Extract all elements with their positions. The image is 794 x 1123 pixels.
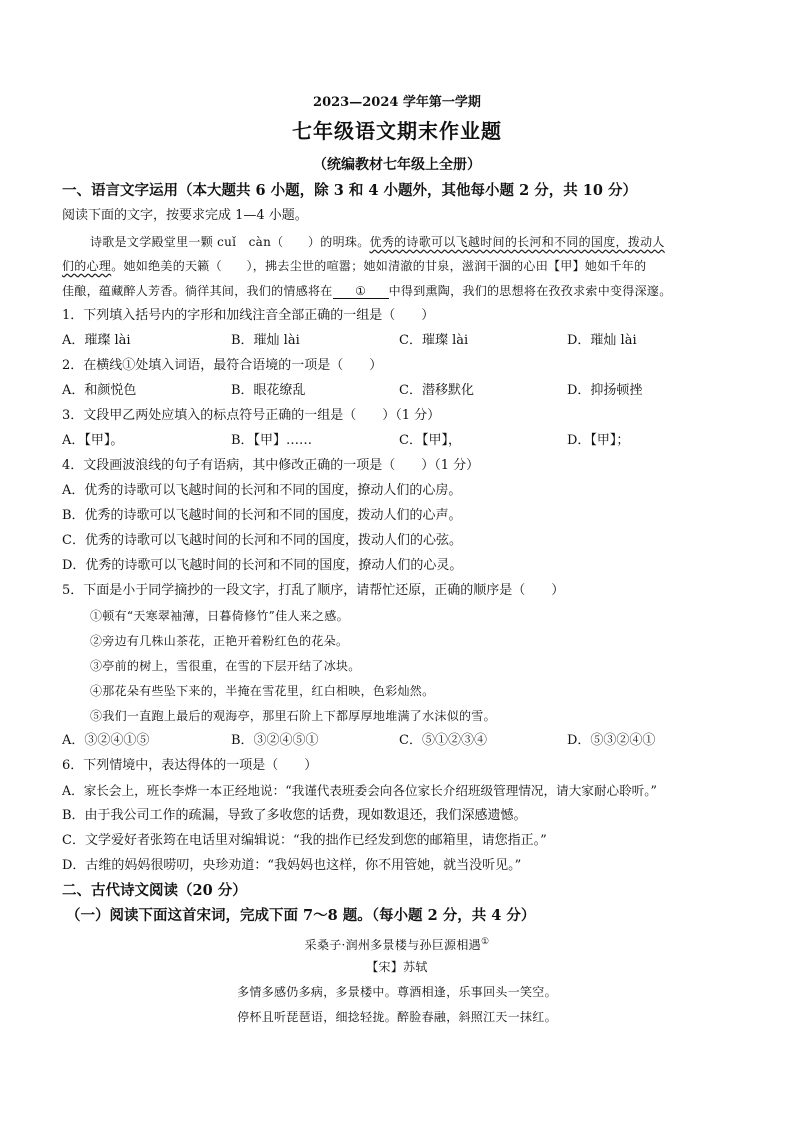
poem-line-1: 多情多感仍多病，多景楼中。尊酒相逢，乐事回头一笑空。 bbox=[237, 985, 557, 999]
wavy-sentence-end: 们的心理 bbox=[62, 259, 112, 273]
q1-option-c: C．璀璨 lài bbox=[399, 333, 469, 348]
q4-option-a: A．优秀的诗歌可以飞越时间的长河和不同的国度，撩动人们的心房。 bbox=[62, 483, 462, 498]
question-3: 3．文段甲乙两处应填入的标点符号正确的一组是（ ）（1 分） bbox=[62, 408, 441, 423]
passage-text: 。她如绝美的天籁（ ），拂去尘世的喧嚣；她如清澈的甘泉，滋润干涸的心田【甲】她如千年的 bbox=[111, 259, 647, 273]
wavy-sentence: 优秀的诗歌可以飞越时间的长河和不同的国度，拨动人 bbox=[369, 235, 665, 249]
q3-option-b: B．【甲】…… bbox=[231, 433, 313, 448]
term-label: 2023—2024 学年第一学期 bbox=[313, 95, 481, 110]
question-5: 5．下面是小于同学摘抄的一段文字，打乱了顺序，请帮忙还原，正确的顺序是（ ） bbox=[62, 583, 565, 598]
question-4: 4．文段画波浪线的句子有语病，其中修改正确的一项是（ ）（1 分） bbox=[62, 458, 480, 473]
fill-blank: ① bbox=[333, 284, 389, 299]
section-heading: 一、语言文字运用（本大题共 6 小题，除 3 和 4 小题外，其他每小题 2 分，共 10 分） bbox=[62, 182, 638, 199]
q6-option-c: C．文学爱好者张筠在电话里对编辑说：“我的拙作已经发到您的邮箱里，请您指正。” bbox=[62, 833, 547, 848]
q6-option-d: D．古维的妈妈很唠叨，央珍劝道：“我妈妈也这样，你不用管她，就当没听见。” bbox=[62, 858, 522, 873]
q4-option-d: D．优秀的诗歌可以飞越时间的长河和不同的国度，撩动人们的心灵。 bbox=[62, 558, 463, 573]
q2-option-a: A．和颜悦色 bbox=[62, 383, 137, 398]
passage-text: 中得到熏陶，我们的思想将在孜孜求索中变得深邃。 bbox=[388, 284, 672, 298]
sub-heading: （一）阅读下面这首宋词，完成下面 7～8 题。（每小题 2 分，共 4 分） bbox=[66, 907, 536, 924]
q2-option-d: D．抑扬顿挫 bbox=[567, 383, 643, 398]
q5-sentence-1: ①顿有“天寒翠袖薄，日暮倚修竹”佳人来之感。 bbox=[90, 609, 349, 623]
poem-author: 【宋】苏轼 bbox=[366, 960, 428, 974]
q3-option-d: D．【甲】； bbox=[567, 433, 630, 448]
q2-option-c: C．潜移默化 bbox=[399, 383, 474, 398]
page-title: 七年级语文期末作业题 bbox=[292, 119, 502, 143]
q5-option-b: B．③②④⑤① bbox=[231, 733, 319, 748]
question-2: 2．在横线①处填入词语，最符合语境的一项是（ ） bbox=[62, 358, 383, 373]
q4-option-b: B．优秀的诗歌可以飞越时间的长河和不同的国度，拨动人们的心声。 bbox=[62, 508, 462, 523]
q1-option-b: B．璀灿 lài bbox=[231, 333, 300, 348]
instruction: 阅读下面的文字，按要求完成 1—4 小题。 bbox=[62, 208, 308, 223]
page-subtitle: （统编教材七年级上全册） bbox=[313, 157, 481, 173]
q6-option-b: B．由于我公司工作的疏漏，导致了多收您的话费，现如数退还，我们深感遗憾。 bbox=[62, 808, 527, 823]
passage-text: 佳酿，蕴藏醉人芳香。徜徉其间，我们的情感将在 bbox=[62, 284, 333, 298]
poem-line-2: 停杯且听琵琶语，细捻轻拢。醉脸春融，斜照江天一抹红。 bbox=[237, 1010, 557, 1024]
passage-line-3 bbox=[62, 282, 672, 300]
footnote-mark: ① bbox=[480, 937, 490, 947]
q5-option-c: C．⑤①②③④ bbox=[399, 733, 487, 748]
q5-sentence-5: ⑤我们一直跑上最后的观海亭，那里石阶上下都厚厚地堆满了水沫似的雪。 bbox=[90, 709, 496, 723]
passage-text: 诗歌是文学殿堂里一颗 cuǐ càn（ ）的明珠。 bbox=[90, 235, 370, 249]
q5-sentence-3: ③亭前的树上，雪很重，在雪的下层开结了冰块。 bbox=[90, 659, 361, 673]
q2-option-b: B．眼花缭乱 bbox=[231, 383, 306, 398]
q5-sentence-2: ②旁边有几株山茶花，正艳开着粉红色的花朵。 bbox=[90, 634, 349, 648]
q5-option-d: D．⑤③②④① bbox=[567, 733, 656, 748]
q6-option-a: A．家长会上，班长李烨一本正经地说：“我谨代表班委会向各位家长介绍班级管理情况，请大家耐心聆听。” bbox=[62, 783, 657, 798]
q4-option-c: C．优秀的诗歌可以飞越时间的长河和不同的国度，拨动人们的心弦。 bbox=[62, 533, 462, 548]
q1-option-a: A．璀璨 lài bbox=[62, 333, 131, 348]
poem-title: 采桑子·润州多景楼与孙巨源相遇① bbox=[304, 937, 490, 952]
question-6: 6．下列情境中，表达得体的一项是（ ） bbox=[62, 758, 318, 773]
passage-line-1 bbox=[90, 233, 665, 251]
passage-line-2 bbox=[62, 257, 646, 275]
q3-option-a: A．【甲】。 bbox=[62, 433, 124, 448]
q3-option-c: C．【甲】， bbox=[399, 433, 461, 448]
question-1: 1．下列填入括号内的字形和加线注音全部正确的一组是（ ） bbox=[62, 308, 435, 323]
section-heading-2: 二、古代诗文阅读（20 分） bbox=[62, 882, 247, 899]
q1-option-d: D．璀灿 lài bbox=[567, 333, 637, 348]
q5-option-a: A．③②④①⑤ bbox=[62, 733, 150, 748]
q5-sentence-4: ④那花朵有些坠下来的，半掩在雪花里，红白相映，色彩灿然。 bbox=[90, 684, 435, 698]
